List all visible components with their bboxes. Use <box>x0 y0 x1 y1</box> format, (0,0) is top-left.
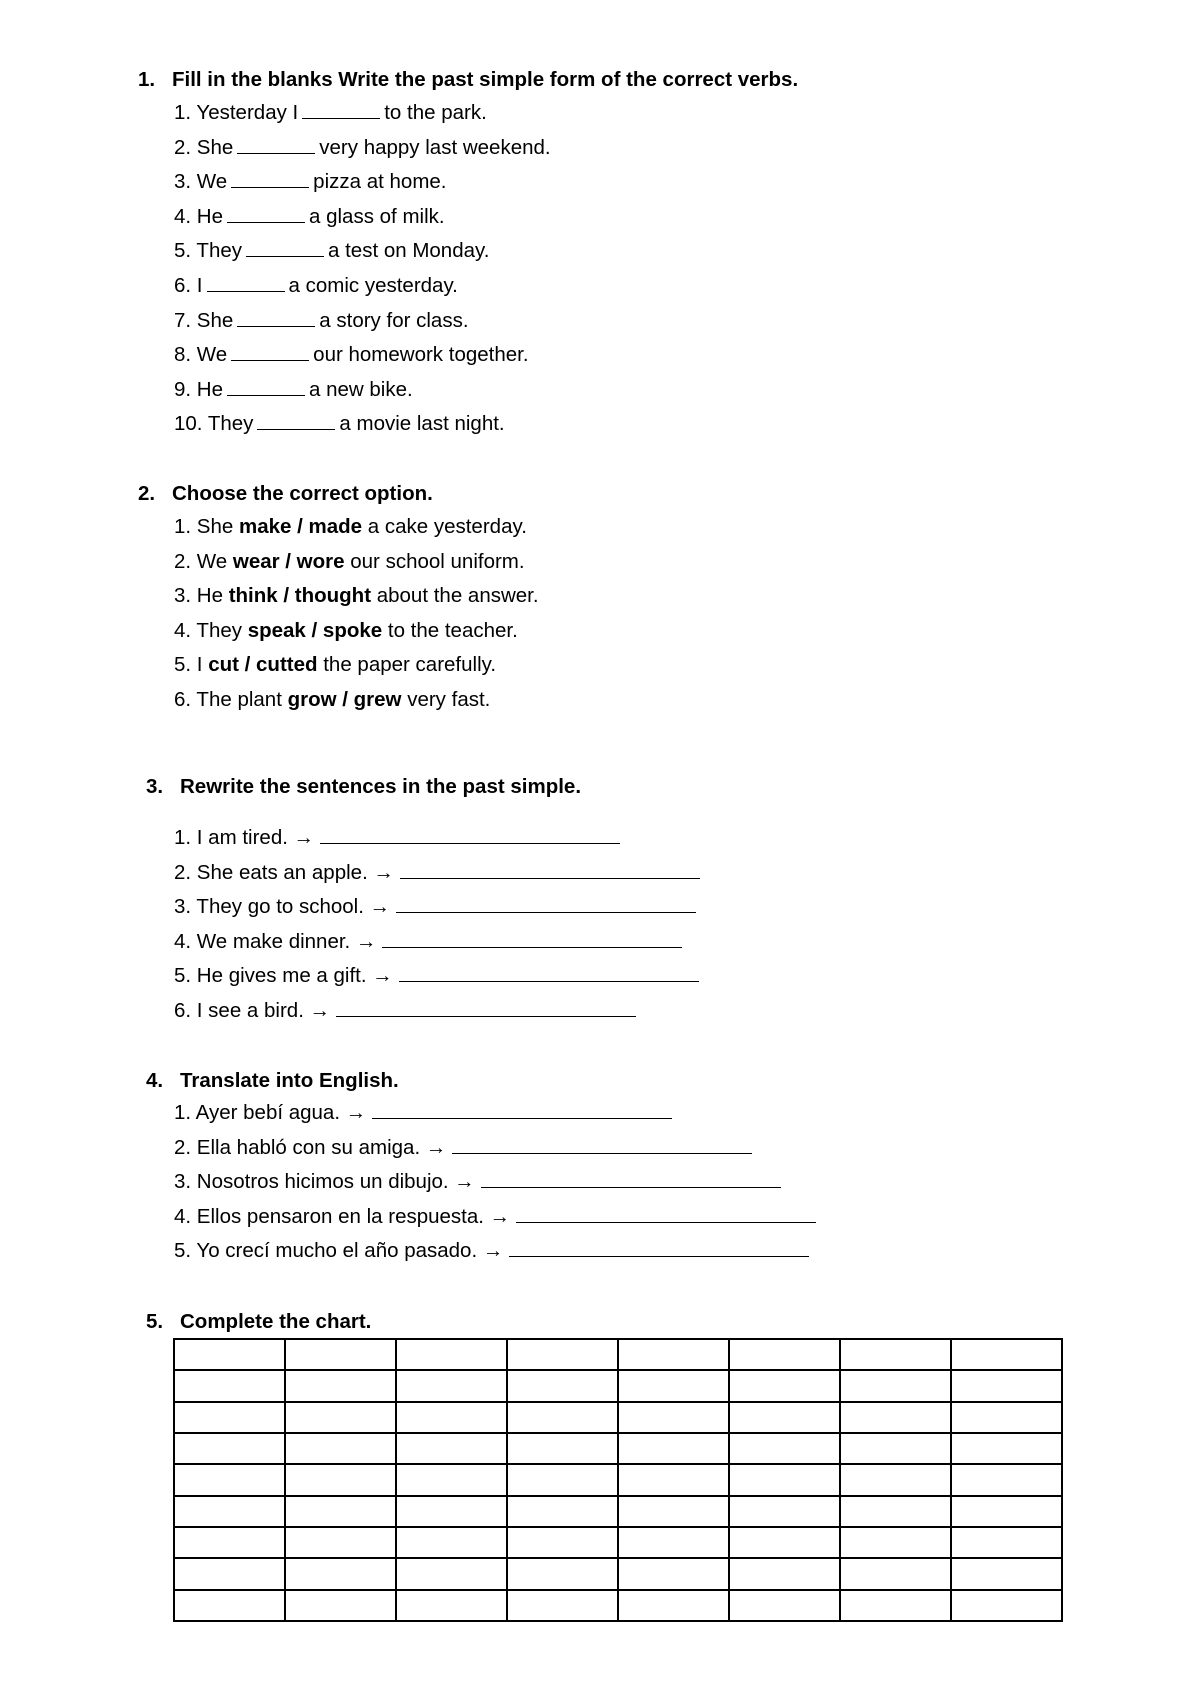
chart-cell[interactable] <box>729 1558 840 1589</box>
chart-cell[interactable] <box>507 1339 618 1370</box>
chart-cell[interactable] <box>729 1464 840 1495</box>
chart-row <box>174 1590 1062 1621</box>
chart-cell[interactable] <box>618 1590 729 1621</box>
fill-blank-item <box>174 170 447 194</box>
fill-blank-item <box>174 309 469 333</box>
chart-cell[interactable] <box>840 1370 951 1401</box>
chart-cell[interactable] <box>174 1433 285 1464</box>
chart-cell[interactable] <box>396 1496 507 1527</box>
chart-cell[interactable] <box>396 1339 507 1370</box>
item-text-before: 8. We <box>174 343 228 367</box>
item-text-after: to the teacher. <box>382 618 518 642</box>
answer-blank[interactable] <box>237 139 315 154</box>
item-sentence: 3. They go to school. → <box>174 895 391 919</box>
item-text-before: 4. He <box>174 204 223 228</box>
chart-cell[interactable] <box>951 1339 1062 1370</box>
chart-cell[interactable] <box>174 1558 285 1589</box>
chart-cell[interactable] <box>618 1558 729 1589</box>
rewrite-item <box>174 1170 781 1194</box>
item-text-before: 7. She <box>174 308 234 332</box>
chart-cell[interactable] <box>174 1464 285 1495</box>
choice-item <box>174 619 518 643</box>
rewrite-item <box>174 1136 752 1160</box>
item-text-before: 2. We <box>174 549 233 573</box>
item-text-before: 1. She <box>174 515 239 538</box>
chart-cell[interactable] <box>729 1527 840 1558</box>
chart-cell[interactable] <box>507 1402 618 1433</box>
chart-cell[interactable] <box>951 1370 1062 1401</box>
chart-cell[interactable] <box>507 1370 618 1401</box>
section-5-heading <box>146 1310 371 1334</box>
chart-cell[interactable] <box>396 1402 507 1433</box>
answer-blank[interactable] <box>227 381 305 396</box>
item-sentence: 2. Ella habló con su amiga. → <box>174 1135 447 1159</box>
answer-line[interactable] <box>400 864 700 879</box>
fill-blank-item <box>174 205 445 229</box>
fill-blank-item <box>174 136 551 160</box>
chart-cell[interactable] <box>729 1402 840 1433</box>
rewrite-item <box>174 861 700 885</box>
chart-cell[interactable] <box>840 1527 951 1558</box>
chart-cell[interactable] <box>396 1433 507 1464</box>
choice-options[interactable]: cut / cutted <box>208 653 318 677</box>
item-sentence: 2. She eats an apple. → <box>174 860 394 884</box>
item-text-before: 5. I <box>174 653 209 677</box>
item-sentence: 5. He gives me a gift. → <box>174 964 393 988</box>
answer-line[interactable] <box>396 898 696 913</box>
chart-row <box>174 1527 1062 1558</box>
section-2-number: 2. <box>138 482 156 505</box>
fill-blank-item <box>174 101 487 125</box>
chart-cell[interactable] <box>951 1558 1062 1589</box>
item-text-after: very happy last weekend. <box>319 135 551 159</box>
answer-blank[interactable] <box>302 104 380 119</box>
chart-cell[interactable] <box>285 1496 396 1527</box>
item-text-after: a glass of milk. <box>309 204 445 228</box>
chart-cell[interactable] <box>840 1339 951 1370</box>
section-4-number: 4. <box>146 1069 164 1092</box>
chart-cell[interactable] <box>285 1558 396 1589</box>
chart-cell[interactable] <box>174 1496 285 1527</box>
fill-blank-item <box>174 239 489 263</box>
chart-cell[interactable] <box>396 1464 507 1495</box>
section-1-heading <box>138 68 798 92</box>
item-text-after: the paper carefully. <box>317 653 497 677</box>
chart-cell[interactable] <box>729 1590 840 1621</box>
item-text-after: a cake yesterday. <box>362 515 527 538</box>
item-text-before: 6. I <box>174 274 203 297</box>
chart-cell[interactable] <box>507 1527 618 1558</box>
item-text-after: our homework together. <box>313 343 529 367</box>
item-text-after: to the park. <box>384 101 487 124</box>
chart-cell[interactable] <box>618 1527 729 1558</box>
chart-cell[interactable] <box>285 1339 396 1370</box>
choice-item <box>174 515 527 539</box>
chart-cell[interactable] <box>840 1496 951 1527</box>
section-2-title: Choose the correct option. <box>172 482 433 505</box>
rewrite-item <box>174 1239 809 1263</box>
item-text-before: 3. He <box>174 584 229 608</box>
chart-cell[interactable] <box>840 1558 951 1589</box>
rewrite-item <box>174 930 682 954</box>
section-5-number: 5. <box>146 1310 164 1333</box>
chart-row <box>174 1433 1062 1464</box>
rewrite-item <box>174 1101 672 1125</box>
fill-blank-item <box>174 378 413 402</box>
item-sentence: 6. I see a bird. → <box>174 999 331 1022</box>
answer-line[interactable] <box>382 933 682 948</box>
answer-line[interactable] <box>516 1208 816 1223</box>
section-3-number: 3. <box>146 775 164 798</box>
choice-item <box>174 688 490 712</box>
answer-blank[interactable] <box>227 208 305 223</box>
section-2-heading <box>138 482 433 506</box>
chart-cell[interactable] <box>285 1590 396 1621</box>
item-sentence: 3. Nosotros hicimos un dibujo. → <box>174 1170 475 1194</box>
chart-row <box>174 1558 1062 1589</box>
section-3-heading <box>146 775 581 799</box>
answer-line[interactable] <box>452 1139 752 1154</box>
chart-cell[interactable] <box>729 1496 840 1527</box>
chart-cell[interactable] <box>729 1370 840 1401</box>
chart-cell[interactable] <box>396 1370 507 1401</box>
chart-cell[interactable] <box>951 1590 1062 1621</box>
section-4-title: Translate into English. <box>180 1069 399 1092</box>
answer-line[interactable] <box>320 829 620 844</box>
item-sentence: 4. Ellos pensaron en la respuesta. → <box>174 1204 511 1228</box>
answer-line[interactable] <box>399 967 699 982</box>
chart-cell[interactable] <box>507 1558 618 1589</box>
chart-cell[interactable] <box>840 1433 951 1464</box>
chart-cell[interactable] <box>396 1527 507 1558</box>
section-5-title: Complete the chart. <box>180 1310 372 1333</box>
item-text-after: pizza at home. <box>313 170 447 194</box>
chart-cell[interactable] <box>840 1590 951 1621</box>
item-sentence: 1. Ayer bebí agua. → <box>174 1101 367 1124</box>
chart-cell[interactable] <box>618 1433 729 1464</box>
chart-cell[interactable] <box>285 1402 396 1433</box>
chart-cell[interactable] <box>507 1464 618 1495</box>
chart-cell[interactable] <box>396 1558 507 1589</box>
section-4-heading <box>146 1069 399 1093</box>
item-text-before: 3. We <box>174 170 228 194</box>
answer-blank[interactable] <box>257 415 335 430</box>
choice-options[interactable]: speak / spoke <box>247 618 383 642</box>
item-text-before: 1. Yesterday I <box>174 101 299 124</box>
chart-cell[interactable] <box>174 1402 285 1433</box>
choice-options[interactable]: wear / wore <box>232 549 345 573</box>
chart-row <box>174 1402 1062 1433</box>
item-sentence: 5. Yo crecí mucho el año pasado. → <box>174 1239 504 1263</box>
chart-row <box>174 1370 1062 1401</box>
chart-cell[interactable] <box>729 1339 840 1370</box>
answer-blank[interactable] <box>237 312 315 327</box>
chart-cell[interactable] <box>507 1433 618 1464</box>
section-1-title: Fill in the blanks Write the past simple form of the correct verbs. <box>172 68 799 91</box>
choice-item <box>174 584 539 608</box>
chart-cell[interactable] <box>507 1496 618 1527</box>
chart-cell[interactable] <box>618 1339 729 1370</box>
item-text-after: a comic yesterday. <box>288 274 458 297</box>
item-sentence: 1. I am tired. → <box>174 826 315 849</box>
item-text-before: 6. The plant <box>174 688 288 711</box>
chart-row <box>174 1339 1062 1370</box>
choice-options[interactable]: grow / grew <box>287 688 402 711</box>
choice-options[interactable]: make / made <box>238 515 363 538</box>
rewrite-item <box>174 999 636 1023</box>
chart-cell[interactable] <box>951 1402 1062 1433</box>
choice-options[interactable]: think / thought <box>228 584 372 608</box>
item-text-after: very fast. <box>401 688 491 711</box>
item-sentence: 4. We make dinner. → <box>174 929 377 953</box>
chart-cell[interactable] <box>174 1339 285 1370</box>
rewrite-item <box>174 1205 816 1229</box>
rewrite-item <box>174 826 620 850</box>
answer-line[interactable] <box>509 1242 809 1257</box>
fill-blank-item <box>174 412 505 436</box>
chart-cell[interactable] <box>729 1433 840 1464</box>
fill-blank-item <box>174 274 458 298</box>
chart-cell[interactable] <box>507 1590 618 1621</box>
section-3-title: Rewrite the sentences in the past simple. <box>180 775 582 798</box>
chart-cell[interactable] <box>951 1527 1062 1558</box>
chart-row <box>174 1496 1062 1527</box>
chart-cell[interactable] <box>618 1370 729 1401</box>
chart-cell[interactable] <box>618 1402 729 1433</box>
chart-table <box>173 1338 1063 1622</box>
item-text-before: 5. They <box>174 239 242 263</box>
chart-row <box>174 1464 1062 1495</box>
item-text-before: 9. He <box>174 377 223 401</box>
choice-item <box>174 653 496 677</box>
chart-cell[interactable] <box>396 1590 507 1621</box>
chart-cell[interactable] <box>618 1464 729 1495</box>
item-text-after: a new bike. <box>309 377 413 401</box>
choice-item <box>174 550 525 574</box>
answer-blank[interactable] <box>207 277 285 292</box>
chart-cell[interactable] <box>840 1464 951 1495</box>
chart-cell[interactable] <box>618 1496 729 1527</box>
chart-cell[interactable] <box>285 1464 396 1495</box>
item-text-after: a movie last night. <box>339 412 505 436</box>
answer-blank[interactable] <box>231 173 309 188</box>
item-text-after: a test on Monday. <box>328 239 490 263</box>
chart-cell[interactable] <box>174 1527 285 1558</box>
chart-cell[interactable] <box>951 1433 1062 1464</box>
answer-blank[interactable] <box>231 346 309 361</box>
item-text-after: our school uniform. <box>344 549 525 573</box>
chart-cell[interactable] <box>840 1402 951 1433</box>
answer-blank[interactable] <box>246 242 324 257</box>
chart-cell[interactable] <box>285 1527 396 1558</box>
rewrite-item <box>174 964 699 988</box>
chart-cell[interactable] <box>174 1370 285 1401</box>
item-text-after: about the answer. <box>371 584 539 608</box>
answer-line[interactable] <box>372 1104 672 1119</box>
chart-cell[interactable] <box>951 1464 1062 1495</box>
answer-line[interactable] <box>481 1173 781 1188</box>
chart-cell[interactable] <box>951 1496 1062 1527</box>
chart-cell[interactable] <box>174 1590 285 1621</box>
section-1-number: 1. <box>138 68 156 91</box>
fill-blank-item <box>174 343 529 367</box>
item-text-before: 2. She <box>174 135 234 159</box>
item-text-after: a story for class. <box>319 308 469 332</box>
item-text-before: 4. They <box>174 618 248 642</box>
rewrite-item <box>174 895 696 919</box>
chart-cell[interactable] <box>285 1433 396 1464</box>
answer-line[interactable] <box>336 1002 636 1017</box>
item-text-before: 10. They <box>174 412 254 436</box>
chart-cell[interactable] <box>285 1370 396 1401</box>
